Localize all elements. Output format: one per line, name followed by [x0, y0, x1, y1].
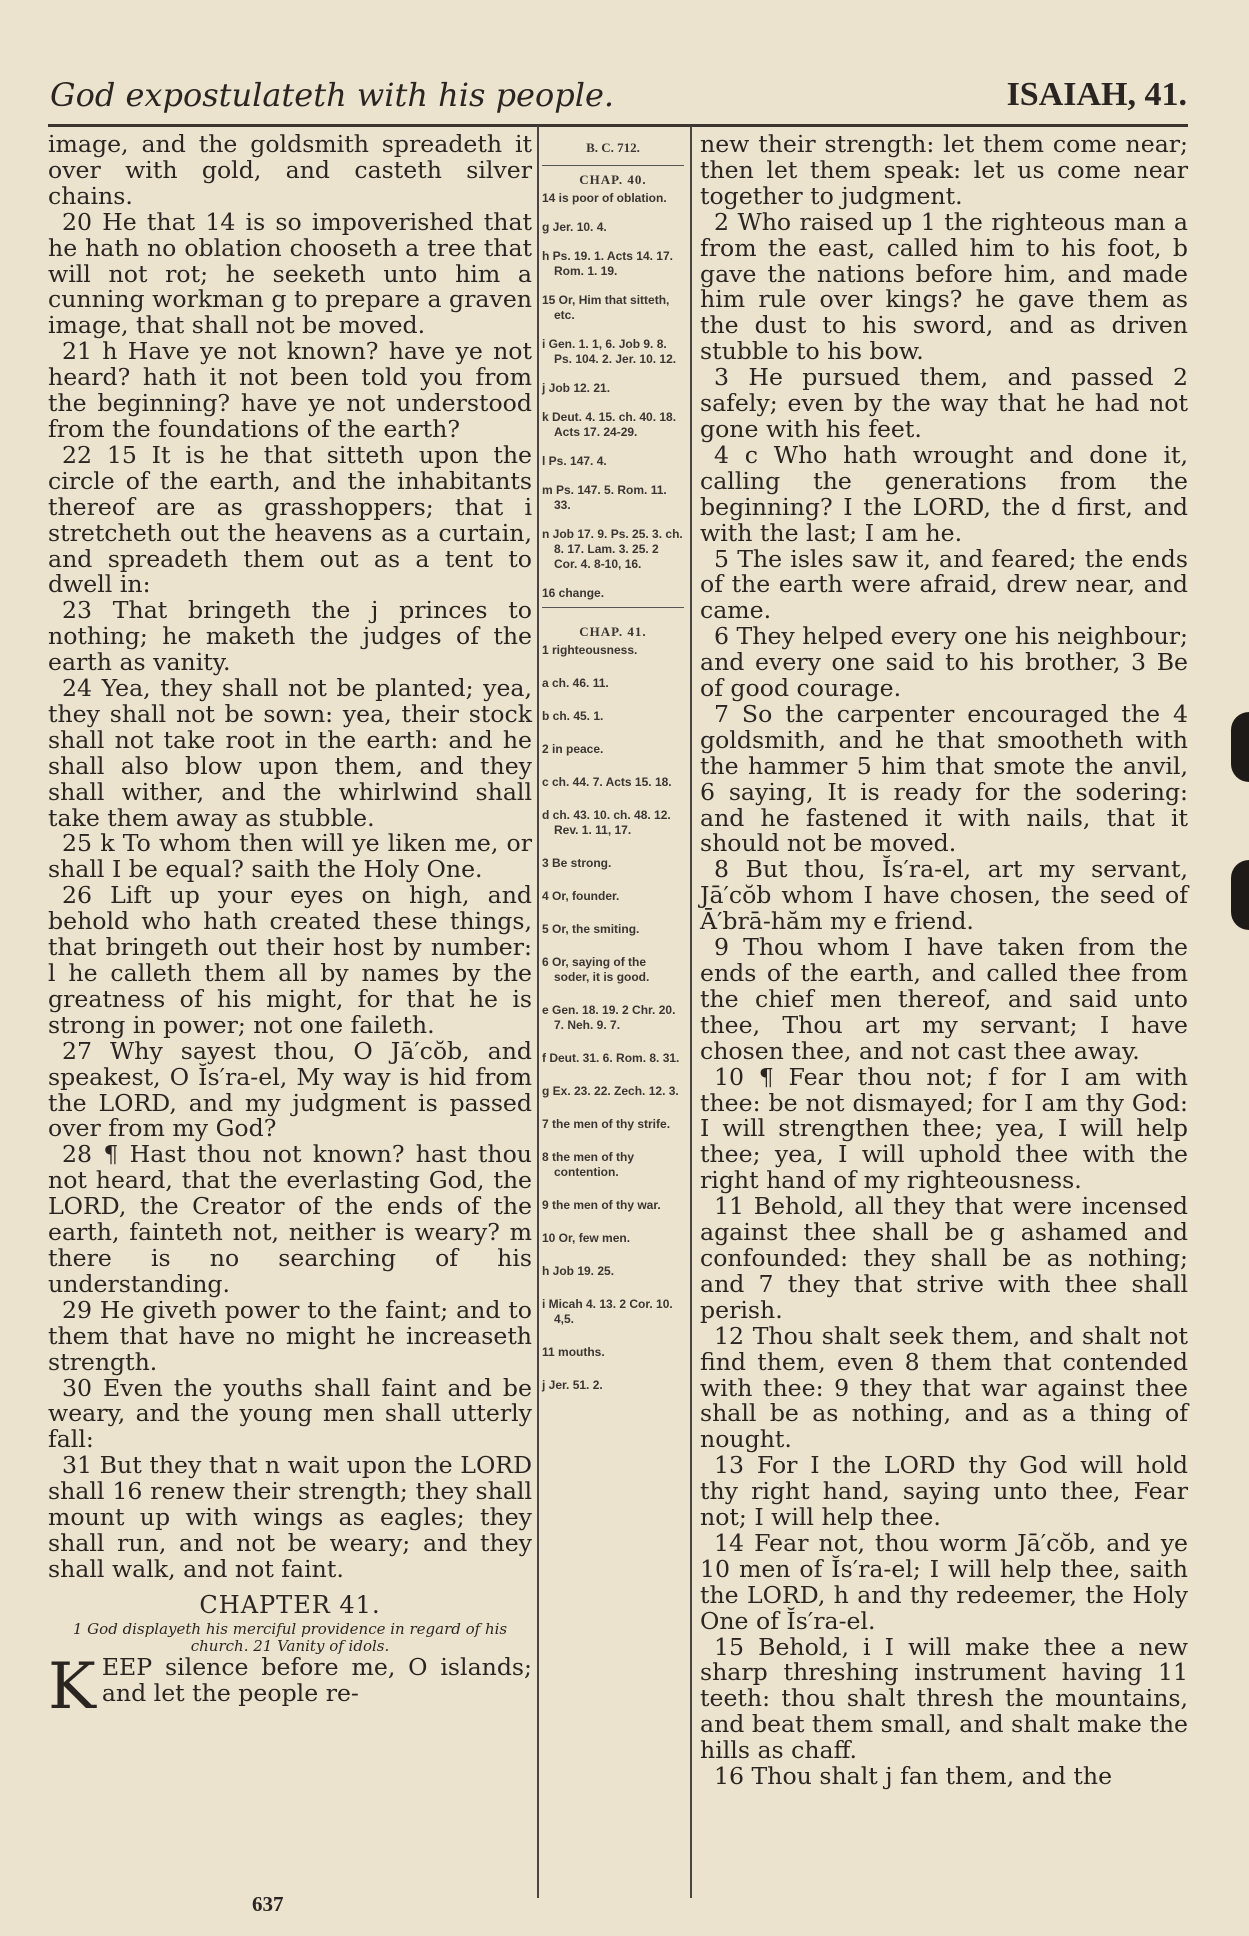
notes-separator — [542, 607, 684, 608]
verse-paragraph: 5 The isles saw it, and feared; the ends of the earth were afraid, drew near, and came. — [700, 544, 1188, 625]
chapter-summary: 1 God displayeth his merciful providence in regard of his church. 21 Vanity of idols. — [72, 1619, 508, 1655]
chap40-notes — [542, 191, 684, 601]
verse-paragraph: 22 15 It is he that sitteth upon the circle of the earth, and the inhabitants thereof are as grasshoppers; that i stretcheth out the heavens as a curtain, and spreadeth them out as a tent to dwell in: — [48, 440, 532, 599]
reference-note: 4 Or, founder. — [542, 889, 620, 903]
reference-note: 15 Or, Him that sitteth, etc. — [542, 293, 670, 322]
chapter-heading: CHAPTER 41. — [199, 1590, 381, 1619]
verse-paragraph: 11 Behold, all they that were incensed against thee shall be g ashamed and confounded: they shall be as nothing; and 7 they that strive with thee shall perish. — [700, 1192, 1188, 1324]
reference-note: 7 the men of thy strife. — [542, 1117, 671, 1131]
drop-cap: K — [48, 1649, 96, 1724]
verse-paragraph: 27 Why sayest thou, O Jā′cŏb, and speakest, O Ĭs′ra-el, My way is hid from the LORD, and my judgment is passed over from my God? — [48, 1036, 532, 1143]
verse-paragraph: image, and the goldsmith spreadeth it over with gold, and casteth silver chains. — [48, 130, 532, 210]
verse-paragraph: 3 He pursued them, and passed 2 safely; even by the way that he had not gone with his feet. — [700, 363, 1188, 443]
reference-note: f Deut. 31. 6. Rom. 8. 31. — [542, 1051, 680, 1065]
thumb-index-tab — [1231, 712, 1249, 782]
column-divider — [690, 126, 692, 1898]
verse-paragraph: 4 c Who hath wrought and done it, calling the generations from the beginning? I the LORD, the d first, and with the last; I am he. — [700, 440, 1188, 547]
reference-note: i Micah 4. 13. 2 Cor. 10. 4,5. — [542, 1297, 673, 1326]
verse-paragraph: 31 But they that n wait upon the LORD shall 16 renew their strength; they shall mount up with wings as eagles; they shall run, and not be weary; and they shall walk, and not faint. — [48, 1451, 532, 1583]
era-label: B. C. 712. — [542, 132, 684, 166]
reference-note: l Ps. 147. 4. — [542, 454, 607, 468]
reference-note: 14 is poor of oblation. — [542, 191, 667, 205]
reference-note: j Job 12. 21. — [542, 381, 611, 395]
reference-note: c ch. 44. 7. Acts 15. 18. — [542, 775, 672, 789]
reference-note: h Job 19. 25. — [542, 1264, 615, 1278]
reference-note: 3 Be strong. — [542, 856, 612, 870]
reference-note: m Ps. 147. 5. Rom. 11. 33. — [542, 483, 667, 512]
opening-text: EEP silence before me, O islands; and let the people re- — [101, 1652, 532, 1707]
verse-paragraph: 23 That bringeth the j princes to nothing; he maketh the judges of the earth as vanity. — [48, 596, 532, 677]
reference-note: a ch. 46. 11. — [542, 676, 609, 690]
chapter-opening — [48, 1649, 532, 1724]
running-head-book-ref: ISAIAH, 41. — [1006, 76, 1187, 113]
reference-note: n Job 17. 9. Ps. 25. 3. ch. 8. 17. Lam. 3. 25. 2 Cor. 4. 8-10, 16. — [542, 527, 683, 571]
verse-paragraph: 7 So the carpenter encouraged the 4 goldsmith, and he that smootheth with the hammer 5 him that smote the anvil, 6 saying, It is ready for the sodering: and he fastened it with nails, that it should not be moved. — [700, 699, 1188, 858]
reference-note: i Gen. 1. 1, 6. Job 9. 8. Ps. 104. 2. Jer. 10. 12. — [542, 337, 677, 366]
reference-note: 9 the men of thy war. — [542, 1198, 661, 1212]
reference-note: 16 change. — [542, 586, 605, 600]
chapter-label: CHAP. 41. — [579, 624, 647, 639]
reference-note: g Ex. 23. 22. Zech. 12. 3. — [542, 1084, 679, 1098]
reference-note: d ch. 43. 10. ch. 48. 12. Rev. 1. 11, 17. — [542, 808, 671, 837]
column-divider — [537, 126, 539, 1898]
verse-paragraph: 14 Fear not, thou worm Jā′cŏb, and ye 10 men of Ĭs′ra-el; I will help thee, saith the LORD, h and thy redeemer, the Holy One of Ĭs′ra-el. — [700, 1528, 1188, 1635]
reference-note: 1 righteousness. — [542, 643, 638, 657]
verse-paragraph: 6 They helped every one his neighbour; and every one said to his brother, 3 Be of good courage. — [700, 622, 1188, 703]
header-rule — [48, 124, 1188, 127]
verse-paragraph: 21 h Have ye not known? have ye not heard? hath it not been told you from the beginning? have ye not understood from the foundations of the earth? — [48, 337, 532, 443]
verse-paragraph: 28 ¶ Hast thou not known? hast thou not heard, that the everlasting God, the LORD, the Creator of the ends of the earth, fainteth not, neither is weary? m there is no searching of his understanding. — [48, 1140, 532, 1298]
verse-paragraph: 15 Behold, i I will make thee a new sharp threshing instrument having 11 teeth: thou shalt thresh the mountains, and beat them small, and shalt make the hills as chaff. — [700, 1632, 1188, 1765]
chapter-label: CHAP. 40. — [579, 172, 647, 187]
verse-paragraph: 25 k To whom then will ye liken me, or shall I be equal? saith the Holy One. — [48, 829, 532, 884]
margin-references-column — [542, 132, 684, 1393]
thumb-index-tab — [1231, 860, 1249, 930]
verse-paragraph: 26 Lift up your eyes on high, and behold who hath created these things, that bringeth out their host by number: l he calleth them all by names by the greatness of his might, for that he is strong in power; not one faileth. — [48, 881, 532, 1039]
verse-paragraph: 13 For I the LORD thy God will hold thy right hand, saying unto thee, Fear not; I will help thee. — [700, 1451, 1188, 1532]
reference-note: b ch. 45. 1. — [542, 709, 604, 723]
chap41-notes — [542, 643, 684, 1393]
verse-paragraph: 8 But thou, Ĭs′ra-el, art my servant, Jā′cŏb whom I have chosen, the seed of Ā′brā-hăm my e friend. — [700, 855, 1188, 936]
reference-note: 6 Or, saying of the soder, it is good. — [542, 955, 650, 984]
verse-paragraph: 20 He that 14 is so impoverished that he hath no oblation chooseth a tree that will not rot; he seeketh unto him a cunning workman g to prepare a graven image, that shall not be moved. — [48, 207, 532, 340]
reference-note: 8 the men of thy contention. — [542, 1150, 635, 1179]
verse-paragraph: new their strength: let them come near; then let them speak: let us come near together to judgment. — [700, 130, 1188, 210]
page-number: 637 — [252, 1892, 284, 1916]
reference-note: e Gen. 18. 19. 2 Chr. 20. 7. Neh. 9. 7. — [542, 1003, 676, 1032]
verse-paragraph: 29 He giveth power to the faint; and to them that have no might he increaseth strength. — [48, 1295, 532, 1376]
verse-paragraph: 12 Thou shalt seek them, and shalt not find them, even 8 them that contended with thee: 9 they that war against thee shall be as nothing, and as a thing of nought. — [700, 1321, 1188, 1454]
reference-note: j Jer. 51. 2. — [542, 1378, 603, 1392]
verse-paragraph: 30 Even the youths shall faint and be weary, and the young men shall utterly fall: — [48, 1373, 532, 1454]
verse-paragraph: 24 Yea, they shall not be planted; yea, they shall not be sown: yea, their stock shall not take root in the earth: and he shall also blow upon them, and they shall wither, and the whirlwind shall take them away as stubble. — [48, 674, 532, 832]
reference-note: g Jer. 10. 4. — [542, 220, 607, 234]
reference-note: 10 Or, few men. — [542, 1231, 631, 1245]
right-text-column — [700, 132, 1188, 1790]
verse-paragraph: 16 Thou shalt j fan them, and the — [714, 1762, 1113, 1791]
verse-paragraph: 2 Who raised up 1 the righteous man a from the east, called him to his foot, b gave the nations before him, and made him rule over kings? he gave them as the dust to his sword, and as driven stubble to his bow. — [700, 207, 1188, 366]
reference-note: h Ps. 19. 1. Acts 14. 17. Rom. 1. 19. — [542, 249, 673, 278]
running-head-title: God expostulateth with his people. — [50, 76, 615, 114]
reference-note: 5 Or, the smiting. — [542, 922, 640, 936]
reference-note: k Deut. 4. 15. ch. 40. 18. Acts 17. 24-29. — [542, 410, 677, 439]
verse-paragraph: 10 ¶ Fear thou not; f for I am with thee: be not dismayed; for I am thy God: I will strengthen thee; yea, I will help thee; yea, I will uphold thee with the right hand of my righteousness. — [700, 1062, 1188, 1195]
reference-note: 11 mouths. — [542, 1345, 605, 1359]
reference-note: 2 in peace. — [542, 742, 604, 756]
verse-paragraph: 9 Thou whom I have taken from the ends of the earth, and called thee from the chief men thereof, and said unto thee, Thou art my servant; I have chosen thee, and not cast thee away. — [700, 933, 1188, 1065]
left-text-column — [48, 130, 532, 1724]
